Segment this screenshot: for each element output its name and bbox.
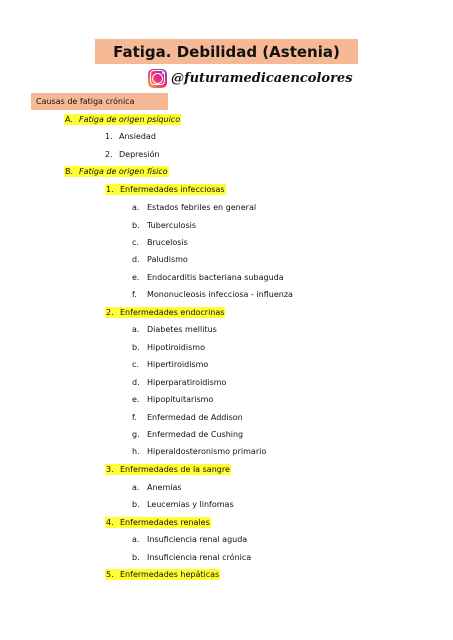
outline-marker: 2. — [106, 308, 114, 317]
outline-item — [105, 149, 160, 160]
social-handle-row — [148, 67, 353, 89]
outline-text: Diabetes mellitus — [147, 325, 217, 334]
outline-text: Fatiga de origen psíquico — [79, 115, 181, 124]
outline-marker: b. — [132, 221, 140, 230]
outline-text: Enfermedades hepáticas — [120, 570, 220, 579]
outline-text: Fatiga de origen físico — [79, 167, 168, 176]
outline-text: Estados febriles en general — [147, 203, 257, 212]
outline-item — [132, 272, 284, 283]
outline-marker: b. — [132, 553, 140, 562]
outline-text: Hipopituitarismo — [147, 395, 214, 404]
outline-marker: 1. — [105, 132, 113, 141]
outline-item — [105, 184, 226, 195]
outline-item — [132, 342, 205, 353]
outline-marker: f. — [132, 413, 137, 422]
outline-text: Endocarditis bacteriana subaguda — [147, 273, 284, 282]
outline-item — [132, 359, 208, 370]
outline-marker: 3. — [106, 465, 114, 474]
outline-text: Mononucleosis infecciosa - influenza — [147, 290, 293, 299]
outline-marker: a. — [132, 325, 140, 334]
outline-item — [105, 464, 231, 475]
outline-item — [64, 114, 181, 125]
outline-text: Enfermedad de Addison — [147, 413, 243, 422]
outline-text: Leucemias y linfomas — [147, 500, 234, 509]
outline-marker: b. — [132, 343, 140, 352]
instagram-icon — [148, 69, 167, 88]
outline-text: Tuberculosis — [147, 221, 196, 230]
outline-item — [132, 412, 243, 423]
outline-marker: d. — [132, 255, 140, 264]
outline-item — [132, 254, 188, 265]
outline-marker: 2. — [105, 150, 113, 159]
outline-marker: 5. — [106, 570, 114, 579]
outline-text: Insuficiencia renal crónica — [147, 553, 252, 562]
outline-item — [132, 220, 196, 231]
outline-item — [105, 131, 156, 142]
outline-item — [105, 307, 225, 318]
outline-text: Insuficiencia renal aguda — [147, 535, 248, 544]
outline-text: Enfermedades endocrinas — [120, 308, 225, 317]
outline-item — [105, 517, 211, 528]
outline-item — [132, 499, 234, 510]
document-title: Fatiga. Debilidad (Astenia) — [95, 39, 358, 64]
outline-marker: a. — [132, 483, 140, 492]
outline-marker: g. — [132, 430, 140, 439]
outline-marker: h. — [132, 447, 140, 456]
section-heading: Causas de fatiga crónica — [31, 93, 168, 110]
outline-item — [132, 429, 243, 440]
outline-item — [132, 324, 217, 335]
outline-marker: A. — [65, 115, 73, 124]
outline-text: Depresión — [119, 150, 160, 159]
outline-marker: e. — [132, 273, 140, 282]
outline-item — [132, 202, 256, 213]
outline-marker: a. — [132, 535, 140, 544]
outline-text: Hiperaldosteronismo primario — [147, 447, 267, 456]
outline-marker: f. — [132, 290, 137, 299]
outline-item — [64, 166, 169, 177]
outline-text: Hipotiroidismo — [147, 343, 205, 352]
outline-text: Hipertiroidismo — [147, 360, 209, 369]
outline-item — [132, 552, 251, 563]
outline-text: Paludismo — [147, 255, 188, 264]
outline-item — [132, 394, 213, 405]
outline-item — [132, 237, 188, 248]
outline-marker: 1. — [106, 185, 114, 194]
outline-marker: c. — [132, 360, 139, 369]
outline-marker: a. — [132, 203, 140, 212]
outline-text: Enfermedad de Cushing — [147, 430, 244, 439]
outline-marker: B. — [65, 167, 74, 176]
outline-item — [105, 569, 220, 580]
outline-item — [132, 377, 226, 388]
outline-item — [132, 289, 293, 300]
outline-marker: c. — [132, 238, 139, 247]
outline-text: Hiperparatiroidismo — [147, 378, 227, 387]
outline-marker: b. — [132, 500, 140, 509]
outline-item — [132, 482, 182, 493]
outline-marker: d. — [132, 378, 140, 387]
outline-text: Enfermedades renales — [120, 518, 210, 527]
outline-text: Ansiedad — [119, 132, 156, 141]
outline-text: Brucelosis — [147, 238, 188, 247]
outline-item — [132, 534, 247, 545]
outline-text: Enfermedades infecciosas — [120, 185, 225, 194]
outline-marker: e. — [132, 395, 140, 404]
outline-marker: 4. — [106, 518, 114, 527]
outline-text: Anemias — [147, 483, 182, 492]
outline-item — [132, 446, 266, 457]
instagram-handle: @futuramedicaencolores — [171, 70, 353, 86]
outline-text: Enfermedades de la sangre — [120, 465, 230, 474]
